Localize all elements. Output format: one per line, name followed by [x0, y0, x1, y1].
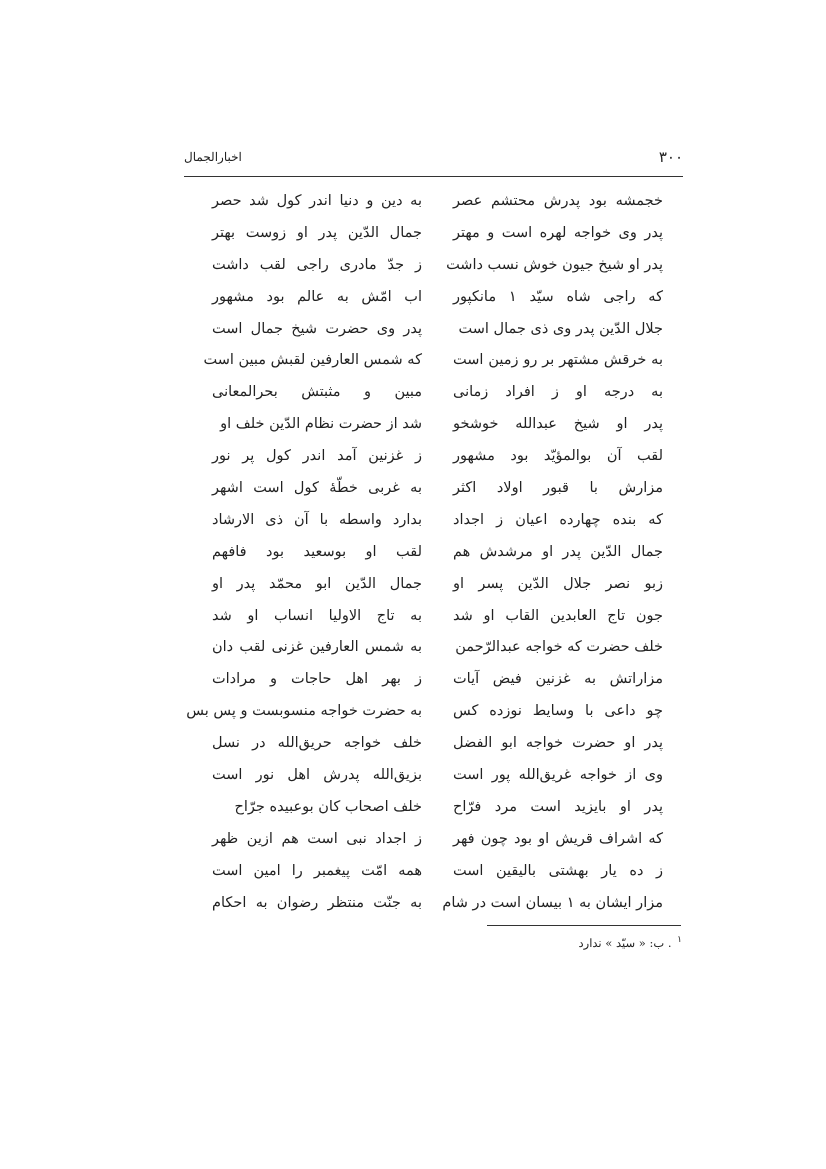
verse-line: به حضرت خواجه منسوبست و پس بس	[186, 703, 422, 720]
verse-line: ز غزنین آمد اندر کول پر نور	[212, 448, 422, 465]
verse-line: که راجی شاه سیّد ۱ مانکپور	[453, 288, 663, 305]
verse-line: جمال الدّین پدر او مرشدش هم	[453, 543, 663, 560]
verse-line: به درجه او ز افراد زمانی	[453, 384, 663, 401]
page-number: ۳۰۰	[658, 148, 683, 166]
verse-line: پدر او بایزید است مرد فرّاح	[453, 798, 663, 815]
verse-line: به شمس العارفین غزنی لقب دان	[212, 639, 422, 656]
poem-column-right	[442, 186, 663, 919]
verse-line: خلف خواجه حریق‌الله در نسل	[212, 735, 422, 752]
verse-line: جمال الدّین ابو محمّد پدر او	[212, 575, 422, 592]
verse-line: پدر او حضرت خواجه ابو الفضل	[453, 735, 663, 752]
verse-line: ز اجداد نبی است هم ازین ظهر	[212, 830, 422, 847]
verse-line: به غربی خطّهٔ کول است اشهر	[212, 480, 422, 497]
verse-line: پدر وی حضرت شیخ جمال است	[212, 320, 422, 337]
verse-line: جمال الدّین پدر او زوست بهتر	[212, 224, 422, 241]
verse-line: پدر وی خواجه لهره است و مهتر	[453, 224, 663, 241]
verse-line: که اشراف قریش او بود چون فهر	[453, 830, 663, 847]
verse-line: چو داعی با وسایط نوزده کس	[453, 703, 663, 720]
verse-line: پدر او شیخ جیون خوش نسب داشت	[446, 256, 663, 273]
verse-line: خجمشه بود پدرش محتشم عصر	[453, 193, 663, 209]
verse-line: اب امّش به عالم بود مشهور	[212, 288, 422, 305]
verse-line: زبو نصر جلال الدّین پسر او	[453, 575, 663, 592]
footnote	[579, 935, 682, 950]
verse-line: بدارد واسطه با آن ذی الارشاد	[212, 511, 422, 528]
footnote-text: . ب: « سیّد » ندارد	[578, 935, 672, 950]
verse-line: به تاج الاولیا انساب او شد	[212, 607, 422, 624]
verse-line: ز ده یار بهشتی بالیقین است	[453, 862, 663, 879]
verse-line: شد از حضرت نظام الدّین خلف او	[220, 416, 422, 433]
footnote-rule	[487, 925, 681, 926]
footnote-mark: ۱	[677, 935, 682, 945]
verse-line: مزار ایشان به ۱ بیسان است در شام	[442, 894, 663, 911]
verse-line: مبین و مثبتش بحرالمعانی	[212, 384, 422, 401]
verse-line: مزارش با قبور اولاد اکثر	[453, 480, 663, 497]
running-header	[184, 148, 683, 174]
verse-line: لقب آن بوالمؤیّد بود مشهور	[453, 448, 663, 465]
verse-line: همه امّت پیغمبر را امین است	[212, 862, 422, 879]
verse-line: به جنّت منتظر رضوان به احکام	[212, 894, 422, 911]
verse-line: پدر او شیخ عبدالله خوشخو	[453, 416, 663, 433]
verse-line: جون تاج العابدین القاب او شد	[453, 607, 663, 624]
verse-line: ز بهر اهل حاجات و مرادات	[212, 671, 422, 688]
verse-line: بزیق‌الله پدرش اهل نور است	[212, 767, 422, 784]
header-rule	[184, 176, 683, 177]
verse-line: ز جدّ مادری راجی لقب داشت	[212, 256, 422, 273]
poem-column-left	[186, 186, 422, 919]
verse-line: جلال الدّین پدر وی ذی جمال است	[458, 320, 663, 337]
verse-line: به خرقش مشتهر بر رو زمین است	[453, 352, 663, 369]
verse-line: خلف حضرت که خواجه عبدالرّحمن	[455, 639, 663, 656]
verse-line: به دین و دنیا اندر کول شد حصر	[212, 193, 422, 209]
verse-line: که شمس العارفین لقبش مبین است	[203, 352, 422, 369]
verse-line: که بنده چهارده اعیان ز اجداد	[453, 511, 663, 528]
verse-line: وی از خواجه غریق‌الله پور است	[453, 767, 663, 784]
verse-line: خلف اصحاب کان بوعبیده جرّاح	[234, 798, 422, 815]
verse-line: مزاراتش به غزنین فیض آیات	[453, 671, 663, 688]
running-title: اخبارالجمال	[184, 150, 242, 164]
verse-line: لقب او بوسعید بود فافهم	[212, 543, 422, 560]
